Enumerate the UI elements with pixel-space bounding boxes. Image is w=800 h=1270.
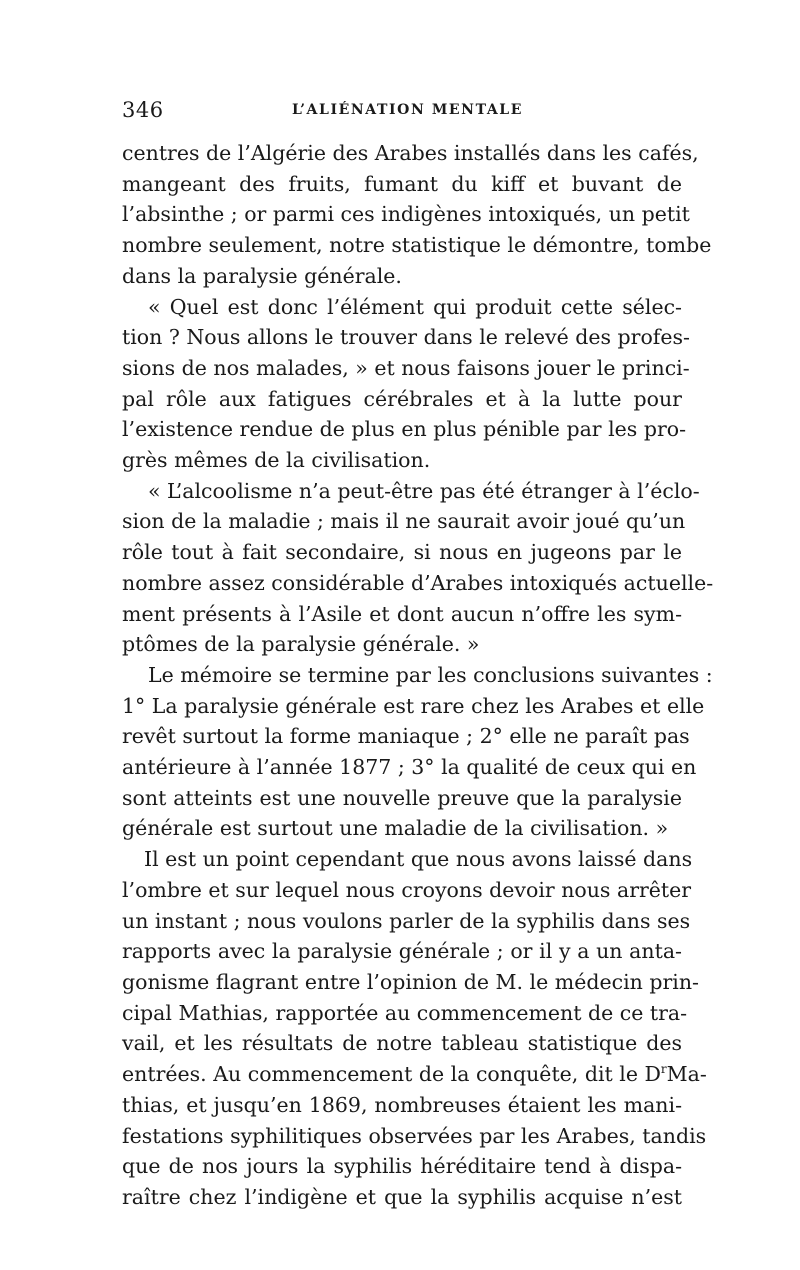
text-line: l’absinthe ; or parmi ces indigènes intoxiqués, un petit: [122, 202, 690, 227]
text-line: « Quel est donc l’élément qui produit cette sélec-: [148, 294, 682, 319]
text-line: centres de l’Algérie des Arabes installés dans les cafés,: [122, 141, 699, 165]
page-number: 346: [122, 98, 164, 122]
text-line: dans la paralysie générale.: [122, 263, 402, 288]
text-line: revêt surtout la forme maniaque ; 2° elle ne paraît pas: [122, 724, 690, 749]
text-line: thias, et jusqu’en 1869, nombreuses étaient les mani-: [122, 1092, 682, 1117]
text-line: sions de nos malades, » et nous faisons jouer le princi-: [122, 355, 690, 380]
text-line: Il est un point cependant que nous avons laissé dans: [144, 847, 693, 872]
text-line: ment présents à l’Asile et dont aucun n’offre les sym-: [122, 601, 682, 626]
text-line: pal rôle aux fatigues cérébrales et à la lutte pour: [122, 386, 682, 411]
text-line: un instant ; nous voulons parler de la syphilis dans ses: [122, 908, 691, 933]
text-line: que de nos jours la syphilis héréditaire tend à dispa-: [122, 1154, 682, 1179]
text-line: générale est surtout une maladie de la civilisation. »: [122, 816, 669, 841]
text-line: festations syphilitiques observées par les Arabes, tandis: [122, 1123, 707, 1148]
text-line: rapports avec la paralysie générale ; or il y a un anta-: [122, 939, 682, 964]
text-line: Le mémoire se termine par les conclusions suivantes :: [148, 662, 713, 687]
text-line: vail, et les résultats de notre tableau statistique des: [122, 1031, 682, 1056]
text-line: ptômes de la paralysie générale. »: [122, 632, 480, 657]
text-line-with-superscript: [122, 1059, 707, 1090]
text-line: l’existence rendue de plus en plus pénible par les pro-: [122, 417, 687, 442]
text-line: nombre seulement, notre statistique le démontre, tombe: [122, 233, 712, 258]
text-line: rôle tout à fait secondaire, si nous en jugeons par le: [122, 540, 682, 565]
text-line: nombre assez considérable d’Arabes intoxiqués actuelle-: [122, 570, 714, 595]
text-line-part: entrées. Au commencement de la conquête, dit le D: [122, 1062, 661, 1087]
superscript: r: [660, 1062, 667, 1077]
body-text: [122, 138, 714, 1213]
text-line: antérieure à l’année 1877 ; 3° la qualité de ceux qui en: [122, 755, 697, 780]
running-title: L’ALIÉNATION MENTALE: [292, 102, 524, 118]
text-line: gonisme flagrant entre l’opinion de M. le médecin prin-: [122, 969, 699, 994]
text-line: cipal Mathias, rapportée au commencement de ce tra-: [122, 1000, 688, 1025]
page-header: [122, 98, 680, 128]
text-line: sont atteints est une nouvelle preuve que la paralysie: [122, 785, 682, 810]
text-line-part: Ma-: [666, 1062, 707, 1087]
text-line: grès mêmes de la civilisation.: [122, 448, 431, 473]
text-line: mangeant des fruits, fumant du kiff et buvant de: [122, 171, 682, 196]
text-line: sion de la maladie ; mais il ne saurait avoir joué qu’un: [122, 509, 686, 534]
text-line: « L’alcoolisme n’a peut-être pas été étranger à l’éclo-: [148, 478, 700, 503]
text-line: 1° La paralysie générale est rare chez les Arabes et elle: [122, 693, 705, 718]
text-line: raître chez l’indigène et que la syphilis acquise n’est: [122, 1184, 682, 1209]
text-line: l’ombre et sur lequel nous croyons devoir nous arrêter: [122, 877, 692, 902]
text-line: tion ? Nous allons le trouver dans le relevé des profes-: [122, 325, 690, 350]
